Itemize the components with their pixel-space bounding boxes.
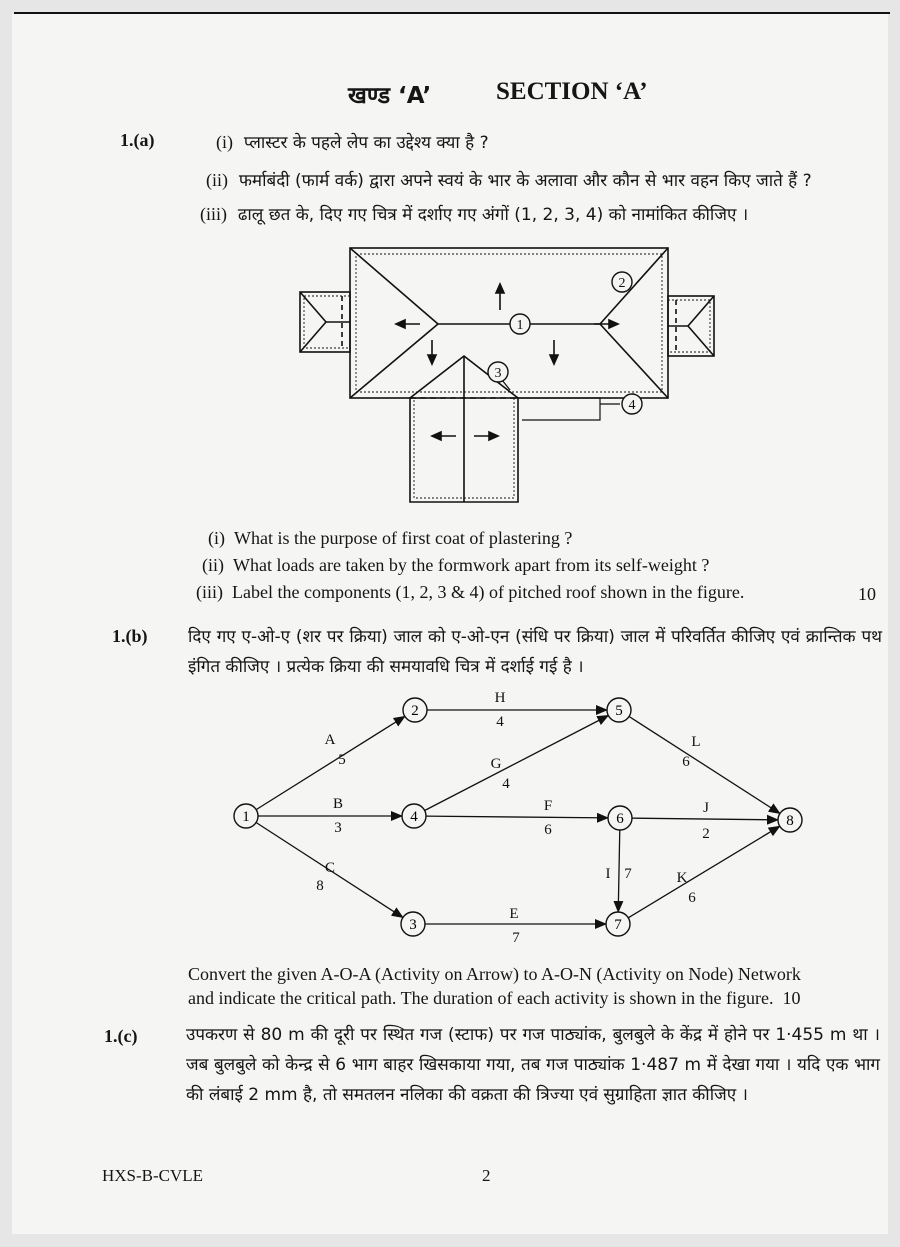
activity-arrow-i xyxy=(618,830,620,912)
aoa-network-diagram xyxy=(220,686,820,948)
activity-duration-l: 6 xyxy=(682,754,690,770)
activity-duration-i: 7 xyxy=(624,866,632,882)
activity-duration-e: 7 xyxy=(512,930,520,946)
section-heading-english: SECTION ‘A’ xyxy=(496,78,648,105)
roof-label-1: 1 xyxy=(516,318,524,333)
activity-duration-g: 4 xyxy=(502,776,510,792)
activity-duration-b: 3 xyxy=(334,820,342,836)
q1a-english-i: (i) What is the purpose of first coat of plastering ? xyxy=(208,528,573,548)
activity-arrow-g xyxy=(425,716,609,811)
q1b-marks: 10 xyxy=(782,988,801,1008)
activity-name-j: J xyxy=(703,800,709,816)
activity-name-l: L xyxy=(691,734,701,750)
q1a-english-iii: (iii) Label the components (1, 2, 3 & 4) of pitched roof shown in the figure. xyxy=(196,582,745,602)
network-node-1: 1 xyxy=(242,809,250,825)
network-node-5: 5 xyxy=(615,703,623,719)
q1a-hindi-iii: (iii) ढालू छत के, दिए गए चित्र में दर्शाए गए अंगों (1, 2, 3, 4) को नामांकित कीजिए । xyxy=(200,204,749,225)
pitched-roof-figure xyxy=(290,240,730,510)
top-rule xyxy=(14,12,890,14)
activity-duration-f: 6 xyxy=(544,822,552,838)
page-number: 2 xyxy=(482,1166,491,1185)
activity-name-g: G xyxy=(490,756,502,772)
activity-name-i: I xyxy=(605,866,611,882)
q1a-marks: 10 xyxy=(858,584,876,604)
activity-arrow-j xyxy=(632,818,778,820)
activity-arrow-a xyxy=(256,716,405,809)
activity-name-a: A xyxy=(324,732,336,748)
q1b-english-line2: and indicate the critical path. The duration of each activity is shown in the figure. 10 xyxy=(188,988,801,1008)
q1a-hindi-ii: (ii) फर्माबंदी (फार्म वर्क) द्वारा अपने स्वयं के भार के अलावा और कौन से भार वहन किए जाते हैं ? xyxy=(206,170,812,191)
activity-duration-c: 8 xyxy=(316,878,324,894)
activity-arrow-l xyxy=(629,716,780,813)
q1a-hindi-i: (i) प्लास्टर के पहले लेप का उद्देश्य क्या है ? xyxy=(216,132,489,153)
network-node-8: 8 xyxy=(786,813,794,829)
question-number-1a: 1.(a) xyxy=(120,130,155,150)
q1b-english-line1: Convert the given A-O-A (Activity on Arrow) to A-O-N (Activity on Node) Network xyxy=(188,964,801,984)
roof-label-3: 3 xyxy=(494,366,502,381)
activity-name-h: H xyxy=(494,690,506,706)
network-node-2: 2 xyxy=(411,703,419,719)
activity-name-f: F xyxy=(543,798,553,814)
activity-duration-a: 5 xyxy=(338,752,346,768)
network-node-4: 4 xyxy=(410,809,418,825)
activity-name-k: K xyxy=(676,870,688,886)
question-number-1c: 1.(c) xyxy=(104,1026,138,1046)
q1c-hindi: उपकरण से 80 m की दूरी पर स्थित गज (स्टाफ) पर गज पाठ्यांक, बुलबुले के केंद्र में होने पर 1·455 m था । जब बुलबुले को केन्द्र से 6 भाग बाहर खिसकाया गया, तब गज पाठ्यांक 1·487 m में देखा गया । यदि एक भाग की लंबाई 2 mm है, तो समतलन नलिका की वक्रता की त्रिज्या एवं सुग्राहिता ज्ञात कीजिए । xyxy=(186,1025,880,1105)
q1b-english xyxy=(188,962,888,1010)
network-node-3: 3 xyxy=(409,917,417,933)
network-node-7: 7 xyxy=(614,917,622,933)
network-node-6: 6 xyxy=(616,811,624,827)
activity-duration-k: 6 xyxy=(688,890,696,906)
activity-name-c: C xyxy=(324,860,336,876)
activity-duration-h: 4 xyxy=(496,714,504,730)
footer-code: HXS-B-CVLE xyxy=(102,1166,204,1185)
activity-name-b: B xyxy=(332,796,344,812)
activity-arrow-f xyxy=(426,816,608,818)
question-number-1b: 1.(b) xyxy=(112,626,148,646)
section-heading-hindi: खण्ड ‘A’ xyxy=(348,83,432,109)
roof-label-4: 4 xyxy=(628,398,636,413)
activity-duration-j: 2 xyxy=(702,826,710,842)
q1b-hindi: दिए गए ए-ओ-ए (शर पर क्रिया) जाल को ए-ओ-एन (संधि पर क्रिया) जाल में परिवर्तित कीजिए एवं क्रान्तिक पथ इंगित कीजिए । प्रत्येक क्रिया की समयावधि चित्र में दर्शाई गई है । xyxy=(188,627,882,677)
roof-label-2: 2 xyxy=(618,276,626,291)
activity-name-e: E xyxy=(509,906,519,922)
q1a-english-ii: (ii) What loads are taken by the formwork apart from its self-weight ? xyxy=(202,555,710,575)
